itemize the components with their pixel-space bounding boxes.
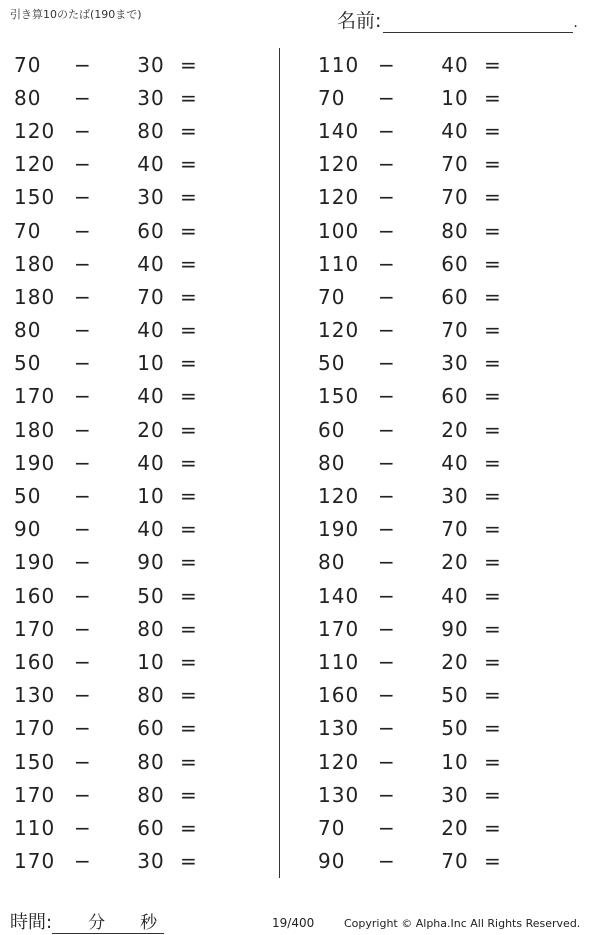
problem-row xyxy=(318,612,514,645)
equals-sign: = xyxy=(484,284,502,309)
equals-sign: = xyxy=(484,417,502,442)
subtrahend: 60 xyxy=(441,284,469,309)
minus-sign: − xyxy=(74,849,92,874)
minus-sign: − xyxy=(378,118,396,143)
minus-sign: − xyxy=(74,417,92,442)
subtrahend: 20 xyxy=(137,417,165,442)
problem-row xyxy=(318,48,514,81)
equals-sign: = xyxy=(180,284,198,309)
minuend: 50 xyxy=(14,484,42,509)
minuend: 170 xyxy=(14,384,56,409)
minuend: 80 xyxy=(318,450,346,475)
equals-sign: = xyxy=(484,218,502,243)
equals-sign: = xyxy=(180,716,198,741)
subtrahend: 60 xyxy=(137,716,165,741)
minuend: 190 xyxy=(14,450,56,475)
minus-sign: − xyxy=(378,52,396,77)
minus-sign: − xyxy=(378,649,396,674)
problem-row xyxy=(318,513,514,546)
subtrahend: 10 xyxy=(137,351,165,376)
minuend: 150 xyxy=(318,384,360,409)
problem-row xyxy=(14,148,210,181)
subtrahend: 70 xyxy=(441,185,469,210)
subtrahend: 40 xyxy=(137,517,165,542)
subtrahend: 70 xyxy=(441,152,469,177)
minuend: 110 xyxy=(318,52,360,77)
problem-row xyxy=(318,380,514,413)
minuend: 170 xyxy=(318,616,360,641)
problem-row xyxy=(14,679,210,712)
minus-sign: − xyxy=(74,218,92,243)
minus-sign: − xyxy=(74,251,92,276)
minuend: 100 xyxy=(318,218,360,243)
subtrahend: 30 xyxy=(137,185,165,210)
minuend: 160 xyxy=(14,583,56,608)
problem-row xyxy=(318,645,514,678)
problem-row xyxy=(14,48,210,81)
problem-row xyxy=(318,479,514,512)
minus-sign: − xyxy=(378,550,396,575)
subtrahend: 40 xyxy=(137,318,165,343)
equals-sign: = xyxy=(484,351,502,376)
subtrahend: 90 xyxy=(441,616,469,641)
minus-sign: − xyxy=(74,152,92,177)
equals-sign: = xyxy=(180,550,198,575)
equals-sign: = xyxy=(484,782,502,807)
subtrahend: 60 xyxy=(441,384,469,409)
problem-row xyxy=(14,181,210,214)
problem-row xyxy=(14,513,210,546)
minus-sign: − xyxy=(74,550,92,575)
subtrahend: 50 xyxy=(441,683,469,708)
subtrahend: 20 xyxy=(441,815,469,840)
minuend: 120 xyxy=(14,152,56,177)
problem-row xyxy=(14,579,210,612)
equals-sign: = xyxy=(180,517,198,542)
equals-sign: = xyxy=(180,683,198,708)
problem-column-right xyxy=(318,48,514,878)
equals-sign: = xyxy=(484,550,502,575)
problem-row xyxy=(318,546,514,579)
minus-sign: − xyxy=(378,185,396,210)
problem-row xyxy=(14,479,210,512)
equals-sign: = xyxy=(484,716,502,741)
minus-sign: − xyxy=(378,450,396,475)
seconds-label: 秒 xyxy=(140,913,158,933)
minuend: 120 xyxy=(14,118,56,143)
minus-sign: − xyxy=(378,152,396,177)
problem-row xyxy=(318,181,514,214)
minuend: 50 xyxy=(14,351,42,376)
minus-sign: − xyxy=(74,384,92,409)
minus-sign: − xyxy=(74,683,92,708)
minuend: 120 xyxy=(318,484,360,509)
subtrahend: 40 xyxy=(441,118,469,143)
minus-sign: − xyxy=(74,118,92,143)
minuend: 130 xyxy=(318,716,360,741)
problem-row xyxy=(318,214,514,247)
name-label: 名前: xyxy=(337,10,382,32)
equals-sign: = xyxy=(484,52,502,77)
problem-row xyxy=(14,214,210,247)
subtrahend: 70 xyxy=(137,284,165,309)
subtrahend: 30 xyxy=(137,85,165,110)
equals-sign: = xyxy=(180,484,198,509)
minus-sign: − xyxy=(378,815,396,840)
equals-sign: = xyxy=(484,815,502,840)
minuend: 50 xyxy=(318,351,346,376)
subtrahend: 30 xyxy=(441,484,469,509)
subtrahend: 40 xyxy=(137,251,165,276)
minus-sign: − xyxy=(74,185,92,210)
time-field-area xyxy=(10,908,164,934)
minuend: 190 xyxy=(318,517,360,542)
equals-sign: = xyxy=(180,384,198,409)
minus-sign: − xyxy=(74,450,92,475)
subtrahend: 40 xyxy=(137,152,165,177)
subtrahend: 10 xyxy=(137,484,165,509)
subtrahend: 80 xyxy=(137,749,165,774)
equals-sign: = xyxy=(180,450,198,475)
minus-sign: − xyxy=(378,251,396,276)
minuend: 70 xyxy=(318,815,346,840)
problem-row xyxy=(14,81,210,114)
minus-sign: − xyxy=(378,616,396,641)
subtrahend: 60 xyxy=(137,815,165,840)
subtrahend: 20 xyxy=(441,649,469,674)
minus-sign: − xyxy=(378,484,396,509)
problem-row xyxy=(318,579,514,612)
subtrahend: 40 xyxy=(137,384,165,409)
equals-sign: = xyxy=(484,583,502,608)
minus-sign: − xyxy=(378,384,396,409)
equals-sign: = xyxy=(484,251,502,276)
subtrahend: 30 xyxy=(441,351,469,376)
equals-sign: = xyxy=(180,749,198,774)
problem-row xyxy=(14,712,210,745)
name-dot: . xyxy=(573,15,578,31)
equals-sign: = xyxy=(180,118,198,143)
problem-row xyxy=(318,148,514,181)
subtrahend: 40 xyxy=(137,450,165,475)
minus-sign: − xyxy=(74,815,92,840)
equals-sign: = xyxy=(180,218,198,243)
problem-row xyxy=(14,247,210,280)
subtrahend: 20 xyxy=(441,417,469,442)
equals-sign: = xyxy=(484,85,502,110)
subtrahend: 50 xyxy=(137,583,165,608)
minuend: 80 xyxy=(318,550,346,575)
subtrahend: 80 xyxy=(137,683,165,708)
minus-sign: − xyxy=(378,85,396,110)
page-number: 19/400 xyxy=(272,916,315,930)
subtrahend: 80 xyxy=(137,118,165,143)
equals-sign: = xyxy=(484,484,502,509)
subtrahend: 30 xyxy=(137,849,165,874)
problem-row xyxy=(318,314,514,347)
copyright-notice: Copyright © Alpha.Inc All Rights Reserved. xyxy=(344,917,581,930)
problem-row xyxy=(14,114,210,147)
subtrahend: 20 xyxy=(441,550,469,575)
minus-sign: − xyxy=(74,716,92,741)
time-label: 時間: xyxy=(10,912,53,933)
equals-sign: = xyxy=(484,318,502,343)
minuend: 170 xyxy=(14,616,56,641)
subtrahend: 10 xyxy=(441,749,469,774)
problem-row xyxy=(14,446,210,479)
equals-sign: = xyxy=(484,118,502,143)
minuend: 150 xyxy=(14,185,56,210)
minuend: 140 xyxy=(318,118,360,143)
minus-sign: − xyxy=(74,85,92,110)
minus-sign: − xyxy=(74,616,92,641)
minus-sign: − xyxy=(74,484,92,509)
equals-sign: = xyxy=(180,52,198,77)
subtrahend: 10 xyxy=(137,649,165,674)
problem-row xyxy=(14,380,210,413)
problem-row xyxy=(14,347,210,380)
problem-row xyxy=(318,679,514,712)
minus-sign: − xyxy=(74,517,92,542)
problem-row xyxy=(14,778,210,811)
minus-sign: − xyxy=(378,782,396,807)
equals-sign: = xyxy=(180,85,198,110)
name-field-area xyxy=(337,6,578,33)
minuend: 70 xyxy=(14,218,42,243)
problem-row xyxy=(318,413,514,446)
subtrahend: 90 xyxy=(137,550,165,575)
minus-sign: − xyxy=(74,318,92,343)
minus-sign: − xyxy=(74,782,92,807)
subtrahend: 10 xyxy=(441,85,469,110)
subtrahend: 70 xyxy=(441,849,469,874)
equals-sign: = xyxy=(180,318,198,343)
minuend: 170 xyxy=(14,849,56,874)
minuend: 140 xyxy=(318,583,360,608)
equals-sign: = xyxy=(180,649,198,674)
time-blank-line[interactable] xyxy=(52,913,164,934)
problem-row xyxy=(14,845,210,878)
equals-sign: = xyxy=(484,185,502,210)
equals-sign: = xyxy=(484,152,502,177)
minuend: 180 xyxy=(14,251,56,276)
minus-sign: − xyxy=(74,52,92,77)
minuend: 80 xyxy=(14,318,42,343)
name-blank-line[interactable] xyxy=(383,12,573,33)
minuend: 110 xyxy=(318,649,360,674)
minutes-label: 分 xyxy=(88,913,106,933)
minuend: 170 xyxy=(14,782,56,807)
equals-sign: = xyxy=(180,417,198,442)
minuend: 170 xyxy=(14,716,56,741)
equals-sign: = xyxy=(180,782,198,807)
minus-sign: − xyxy=(74,583,92,608)
equals-sign: = xyxy=(180,616,198,641)
minuend: 110 xyxy=(318,251,360,276)
equals-sign: = xyxy=(180,815,198,840)
problem-row xyxy=(318,81,514,114)
equals-sign: = xyxy=(484,749,502,774)
minuend: 180 xyxy=(14,284,56,309)
equals-sign: = xyxy=(484,683,502,708)
problem-row xyxy=(14,745,210,778)
minus-sign: − xyxy=(74,284,92,309)
equals-sign: = xyxy=(180,251,198,276)
subtrahend: 80 xyxy=(137,616,165,641)
minus-sign: − xyxy=(378,417,396,442)
problem-row xyxy=(14,314,210,347)
problem-row xyxy=(318,811,514,844)
problem-row xyxy=(318,845,514,878)
minus-sign: − xyxy=(378,218,396,243)
minus-sign: − xyxy=(378,284,396,309)
equals-sign: = xyxy=(180,583,198,608)
worksheet-title: 引き算10のたば(190まで) xyxy=(10,8,142,21)
equals-sign: = xyxy=(180,849,198,874)
minus-sign: − xyxy=(378,849,396,874)
minus-sign: − xyxy=(74,351,92,376)
minus-sign: − xyxy=(74,649,92,674)
minuend: 90 xyxy=(14,517,42,542)
minuend: 160 xyxy=(14,649,56,674)
subtrahend: 60 xyxy=(137,218,165,243)
problem-row xyxy=(14,546,210,579)
equals-sign: = xyxy=(180,185,198,210)
problem-column-left xyxy=(14,48,210,878)
problem-row xyxy=(14,645,210,678)
minuend: 130 xyxy=(318,782,360,807)
minuend: 70 xyxy=(318,284,346,309)
minuend: 190 xyxy=(14,550,56,575)
equals-sign: = xyxy=(484,450,502,475)
subtrahend: 80 xyxy=(137,782,165,807)
minuend: 90 xyxy=(318,849,346,874)
subtrahend: 80 xyxy=(441,218,469,243)
minus-sign: − xyxy=(378,716,396,741)
problem-row xyxy=(14,811,210,844)
minus-sign: − xyxy=(378,318,396,343)
minuend: 70 xyxy=(318,85,346,110)
minuend: 150 xyxy=(14,749,56,774)
problem-row xyxy=(14,413,210,446)
subtrahend: 40 xyxy=(441,52,469,77)
problem-row xyxy=(318,745,514,778)
minus-sign: − xyxy=(378,517,396,542)
minuend: 160 xyxy=(318,683,360,708)
minuend: 180 xyxy=(14,417,56,442)
subtrahend: 70 xyxy=(441,318,469,343)
problem-row xyxy=(14,612,210,645)
minus-sign: − xyxy=(378,583,396,608)
subtrahend: 40 xyxy=(441,450,469,475)
subtrahend: 60 xyxy=(441,251,469,276)
problem-row xyxy=(318,712,514,745)
minus-sign: − xyxy=(74,749,92,774)
minuend: 70 xyxy=(14,52,42,77)
equals-sign: = xyxy=(484,384,502,409)
subtrahend: 30 xyxy=(441,782,469,807)
minus-sign: − xyxy=(378,683,396,708)
minuend: 120 xyxy=(318,185,360,210)
problem-row xyxy=(318,347,514,380)
minuend: 60 xyxy=(318,417,346,442)
minuend: 120 xyxy=(318,749,360,774)
minuend: 120 xyxy=(318,318,360,343)
problem-row xyxy=(318,247,514,280)
minus-sign: − xyxy=(378,351,396,376)
subtrahend: 50 xyxy=(441,716,469,741)
minuend: 110 xyxy=(14,815,56,840)
subtrahend: 30 xyxy=(137,52,165,77)
equals-sign: = xyxy=(180,351,198,376)
minuend: 120 xyxy=(318,152,360,177)
problem-row xyxy=(318,446,514,479)
subtrahend: 70 xyxy=(441,517,469,542)
problem-row xyxy=(14,280,210,313)
equals-sign: = xyxy=(484,849,502,874)
subtrahend: 40 xyxy=(441,583,469,608)
problem-row xyxy=(318,280,514,313)
problem-row xyxy=(318,778,514,811)
column-divider xyxy=(279,48,280,878)
equals-sign: = xyxy=(180,152,198,177)
equals-sign: = xyxy=(484,616,502,641)
equals-sign: = xyxy=(484,517,502,542)
minuend: 80 xyxy=(14,85,42,110)
problem-row xyxy=(318,114,514,147)
equals-sign: = xyxy=(484,649,502,674)
minuend: 130 xyxy=(14,683,56,708)
minus-sign: − xyxy=(378,749,396,774)
